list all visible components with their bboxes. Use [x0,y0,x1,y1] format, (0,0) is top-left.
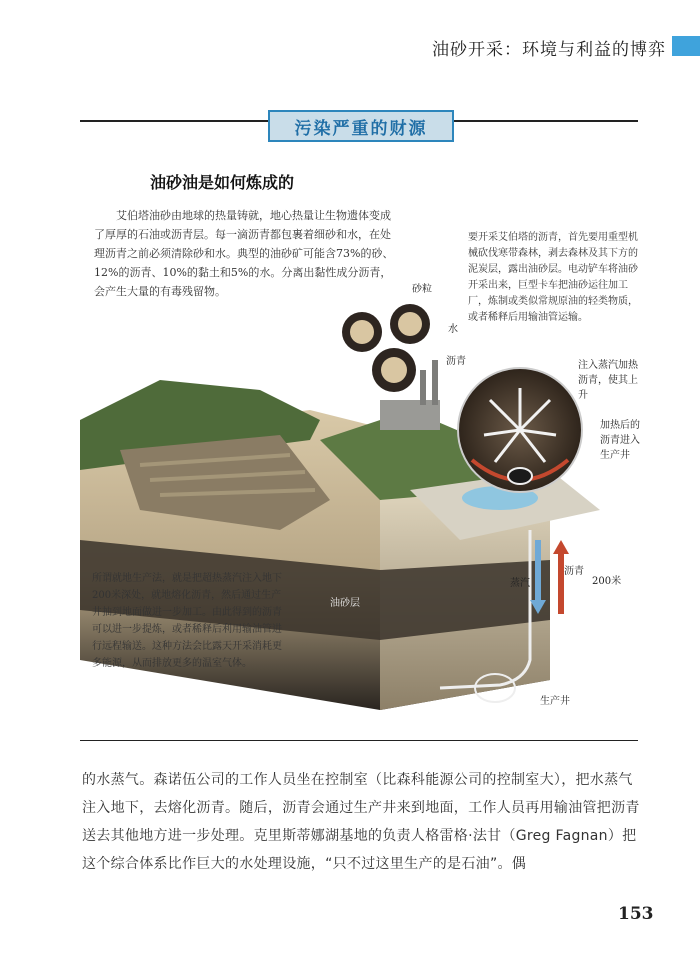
label-oil-sand-layer: 油砂层 [330,598,360,609]
label-production-well: 生产井 [540,696,570,707]
mining-caption: 要开采艾伯塔的沥青，首先要用重型机械砍伐寒带森林，剥去森林及其下方的泥炭层，露出油砂层。电动铲车将油砂开采出来，巨型卡车把油砂运往加工厂，炼制或类似常规原油的轻类物质，或者稀释后用输油管运输。 [468,232,638,323]
section-banner-text: 污染严重的财源 [294,118,428,139]
body-paragraph: 的水蒸气。森诺伍公司的工作人员坐在控制室（比森科能源公司的控制室大），把水蒸气注入地下，去熔化沥青。随后，沥青会通过生产井来到地面，工作人员再用输油管把沥青送去其他地方进一步处理。克里斯蒂娜湖基地的负责人格雷格·法甘（Greg Fagnan）把这个综合体系比作巨大的水处理设施，“只不过这里生产的是石油”。偶 [82,772,640,872]
section-banner [268,110,454,142]
label-sand: 砂粒 [412,284,432,295]
figure-bottom-rule [80,740,638,741]
label-inject-steam: 注入蒸汽加热沥青，使其上升 [578,360,638,401]
figure-subtitle: 油砂油是如何炼成的 [150,173,295,192]
chapter-tab-marker [672,36,700,56]
label-bitumen-arrow: 沥青 [564,566,584,577]
label-depth: 200米 [592,576,622,587]
label-water: 水 [448,324,458,335]
processing-plant [380,400,440,430]
in-situ-caption: 所谓就地生产法，就是把超热蒸汽注入地下200米深处，就地熔化沥青，然后通过生产井抽到地面做进一步加工。由此得到的沥青可以进一步提炼，或者稀释后利用输油管进行远程输送。这种方法会比露天开采消耗更多能源，从而排放更多的温室气体。 [92,573,282,669]
running-header-title: 油砂开采：环境与利益的博弈 [432,40,666,60]
page-number: 153 [618,904,654,924]
label-steam: 蒸汽 [510,578,530,589]
label-heated-bitumen: 加热后的沥青进入生产井 [600,420,640,461]
label-bitumen: 沥青 [446,356,466,367]
steam-arrow [535,540,541,600]
intro-paragraph: 艾伯塔油砂由地球的热量铸就，地心热量让生物遗体变成了厚厚的石油或沥青层。每一滴沥青都包裹着细砂和水，在处理沥青之前必须清除砂和水。典型的油砂矿可能含73%的砂、12%的沥青、10%的黏土和5%的水。分离出黏性成分沥青，会产生大量的有毒残留物。 [94,209,394,298]
